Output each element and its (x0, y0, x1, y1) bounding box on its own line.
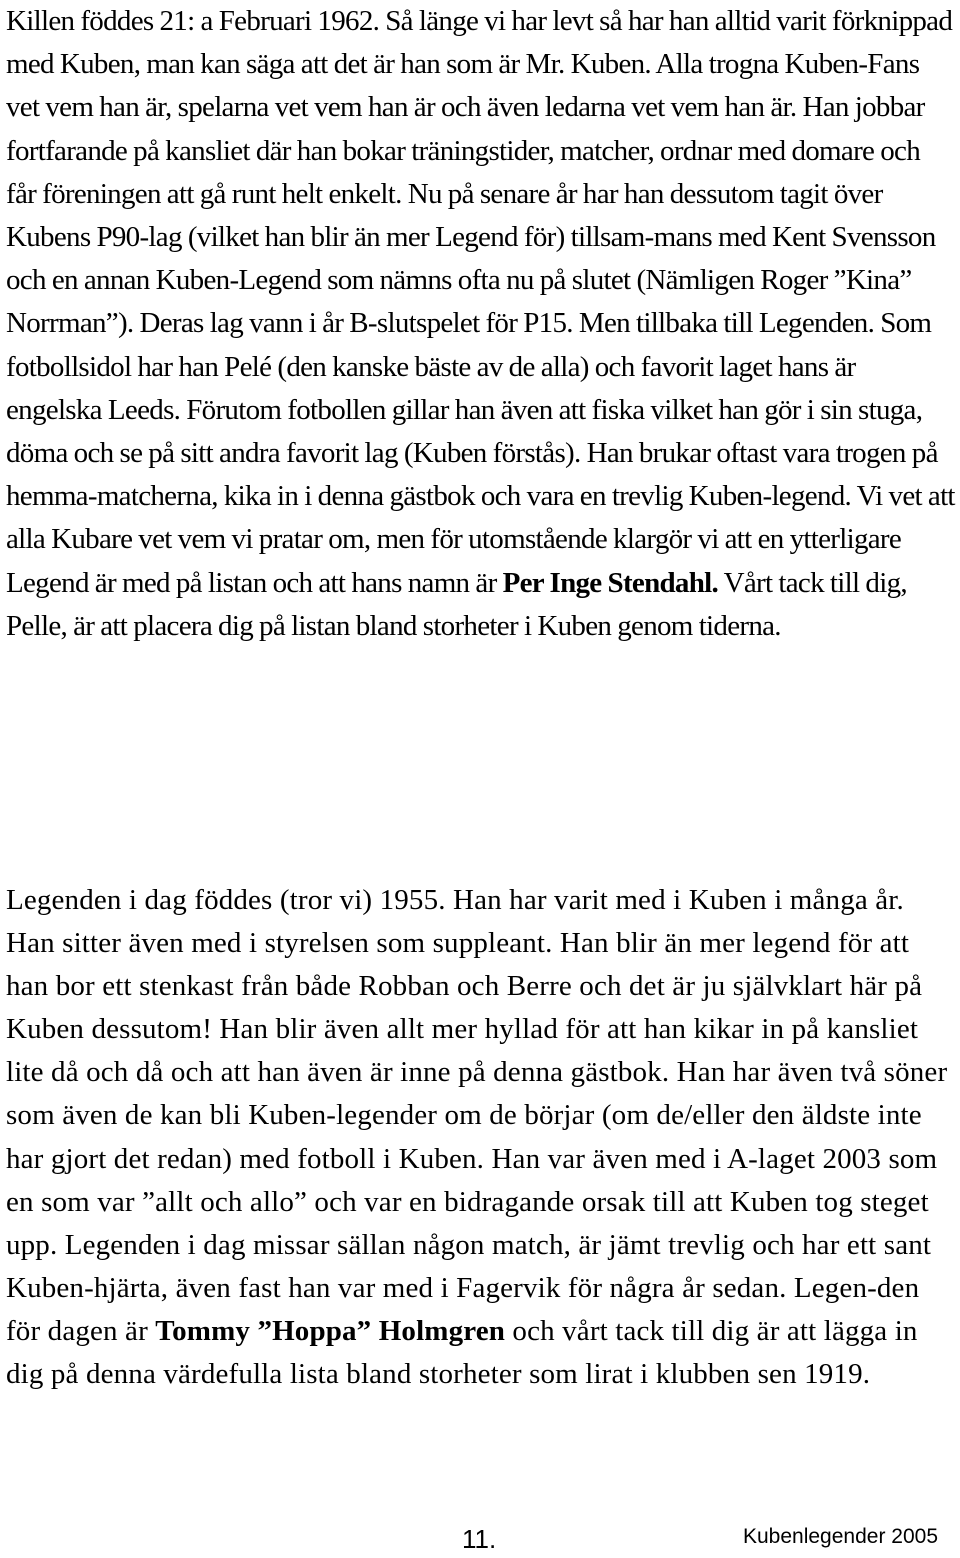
page-number: 11. (462, 1524, 497, 1554)
legend-paragraph-tommy-holmgren (6, 879, 956, 1396)
paragraph1-text-start: Killen föddes 21: a Februari 1962. Så länge vi har levt så har han alltid varit förknippad med Kuben, man kan säga att det är han som är Mr. Kuben. Alla trogna Kuben-Fans vet vem han är, spelarna vet vem han är och även ledarna vet vem han är. Han jobbar fortfarande på kansliet där han bokar träningstider, matcher, ordnar med domare och får föreningen att gå runt helt enkelt. Nu på senare år har han dessutom tagit över Kubens P90-lag (vilket han blir än mer Legend för) tillsam-mans med Kent Svensson och en annan Kuben-Legend som nämns ofta nu på slutet (Nämligen Roger ”Kina” Norrman”). Deras lag vann i år B-slutspelet för P15. Men tillbaka till Legenden. Som fotbollsidol har han Pelé (den kanske bäste av de alla) och favorit laget hans är engelska Leeds. Förutom fotbollen gillar han även att fiska vilket han gör i sin stuga, döma och se på sitt andra favorit lag (Kuben förstås). Han brukar oftast vara trogen på hemma-matcherna, kika in i denna gästbok och vara en trevlig Kuben-legend. Vi vet att alla Kubare vet vem vi pratar om, men för utomstående klargör vi att en ytterligare Legend är med på listan och att hans namn är (6, 5, 955, 599)
paragraph1-text-end: Vårt tack till dig, Pelle, är att placera dig på listan bland storheter i Kuben genom tiderna. (6, 566, 907, 642)
paragraph2-text-start: Legenden i dag föddes (tror vi) 1955. Han har varit med i Kuben i många år. Han sitter även med i styrelsen som suppleant. Han blir än mer legend för att han bor ett stenkast från både Robban och Berre och det är ju självklart här på Kuben dessutom! Han blir även allt mer hyllad för att han kikar in på kansliet lite då och då och att han även är inne på denna gästbok. Han har även två söner som även de kan bli Kuben-legender om de börjar (om de/eller den äldste inte har gjort det redan) med fotboll i Kuben. Han var även med i A-laget 2003 som en som var ”allt och allo” och var en bidragande orsak till att Kuben tog steget upp. Legenden i dag missar sällan någon match, är jämt trevlig och har ett sant Kuben-hjärta, även fast han var med i Fagervik för några år sedan. Legen-den för dagen är (6, 884, 948, 1347)
paragraph2-text-end: och vårt tack till dig är att lägga in dig på denna värdefulla lista bland storheter som lirat i klubben sen 1919. (6, 1314, 918, 1391)
legend-name-tommy-holmgren: Tommy ”Hoppa” Holmgren (155, 1314, 506, 1347)
legend-name-per-inge-stendahl: Per Inge Stendahl. (502, 566, 719, 599)
legend-paragraph-per-inge-stendahl (6, 0, 956, 648)
publication-title: Kubenlegender 2005 (742, 1525, 938, 1548)
